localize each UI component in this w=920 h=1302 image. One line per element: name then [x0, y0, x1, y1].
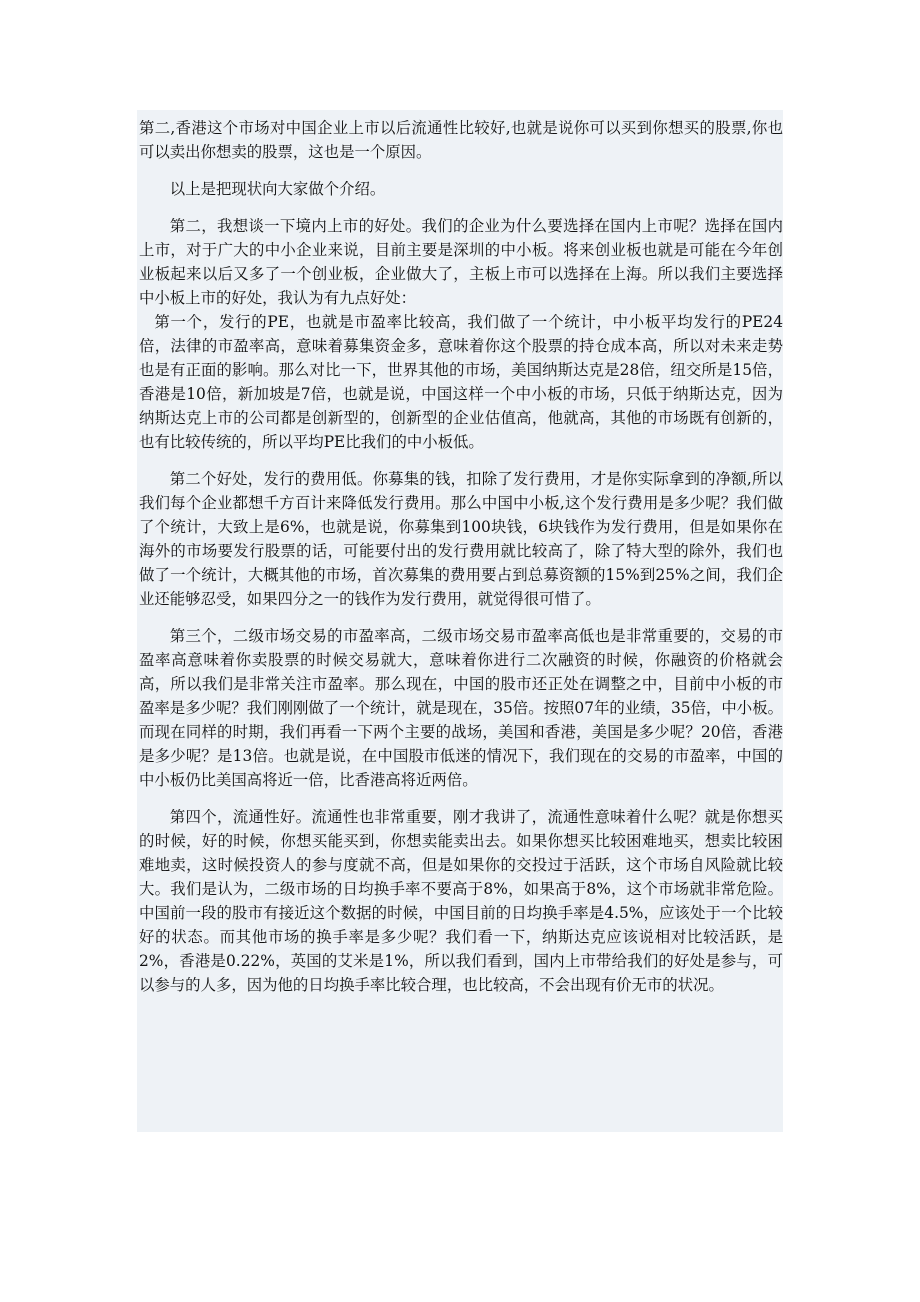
- paragraph-benefit-2: 第二个好处，发行的费用低。你募集的钱，扣除了发行费用，才是你实际拿到的净额,所以我们每个企业都想千方百计来降低发行费用。那么中国中小板,这个发行费用是多少呢？我们做了个统计，大致上是6%，也就是说，你募集到100块钱，6块钱作为发行费用，但是如果你在海外的市场要发行股票的话，可能要付出的发行费用就比较高了，除了特大型的除外，我们也做了一个统计，大概其他的市场，首次募集的费用要占到总募资额的15%到25%之间，我们企业还能够忍受，如果四分之一的钱作为发行费用，就觉得很可惜了。: [139, 470, 783, 608]
- document-body: [137, 110, 783, 1132]
- paragraph-domestic-benefits: 第二，我想谈一下境内上市的好处。我们的企业为什么要选择在国内上市呢？选择在国内上市，对于广大的中小企业来说，目前主要是深圳的中小板。将来创业板也就是可能在今年创业板起来以后又多了一个创业板，企业做大了，主板上市可以选择在上海。所以我们主要选择中小板上市的好处，我认为有九点好处：: [139, 217, 783, 307]
- paragraph-benefit-3: 第三个，二级市场交易的市盈率高，二级市场交易市盈率高低也是非常重要的，交易的市盈率高意味着你卖股票的时候交易就大，意味着你进行二次融资的时候，你融资的价格就会高，所以我们是非常关注市盈率。那么现在，中国的股市还正处在调整之中，目前中小板的市盈率是多少呢？我们刚刚做了一个统计，就是现在，35倍。按照07年的业绩，35倍，中小板。而现在同样的时期，我们再看一下两个主要的战场，美国和香港，美国是多少呢？20倍，香港是多少呢？是13倍。也就是说，在中国股市低迷的情况下，我们现在的交易的市盈率，中国的中小板仍比美国高将近一倍，比香港高将近两倍。: [139, 627, 783, 789]
- paragraph-benefit-1: 第一个，发行的PE，也就是市盈率比较高，我们做了一个统计，中小板平均发行的PE24倍，法律的市盈率高，意味着募集资金多，意味着你这个股票的持仓成本高，所以对未来走势也是有正面的影响。那么对比一下，世界其他的市场，美国纳斯达克是28倍，纽交所是15倍，香港是10倍，新加坡是7倍，也就是说，中国这样一个中小板的市场，只低于纳斯达克，因为纳斯达克上市的公司都是创新型的，创新型的企业估值高，他就高，其他的市场既有创新的，也有比较传统的，所以平均PE比我们的中小板低。: [139, 313, 783, 451]
- paragraph-summary: 以上是把现状向大家做个介绍。: [169, 180, 386, 198]
- paragraph-benefit-4: 第四个，流通性好。流通性也非常重要，刚才我讲了，流通性意味着什么呢？就是你想买的时候，好的时候，你想买能买到，你想卖能卖出去。如果你想买比较困难地买，想卖比较困难地卖，这时候投资人的参与度就不高，但是如果你的交投过于活跃，这个市场自风险就比较大。我们是认为，二级市场的日均换手率不要高于8%，如果高于8%，这个市场就非常危险。中国前一段的股市有接近这个数据的时候，中国目前的日均换手率是4.5%，应该处于一个比较好的状态。而其他市场的换手率是多少呢？我们看一下，纳斯达克应该说相对比较活跃，是2%，香港是0.22%，英国的艾米是1%，所以我们看到，国内上市带给我们的好处是参与，可以参与的人多，因为他的日均换手率比较合理，也比较高，不会出现有价无市的状况。: [139, 808, 783, 994]
- paragraph-hk-liquidity: 第二,香港这个市场对中国企业上市以后流通性比较好,也就是说你可以买到你想买的股票,你也可以卖出你想卖的股票，这也是一个原因。: [139, 119, 783, 161]
